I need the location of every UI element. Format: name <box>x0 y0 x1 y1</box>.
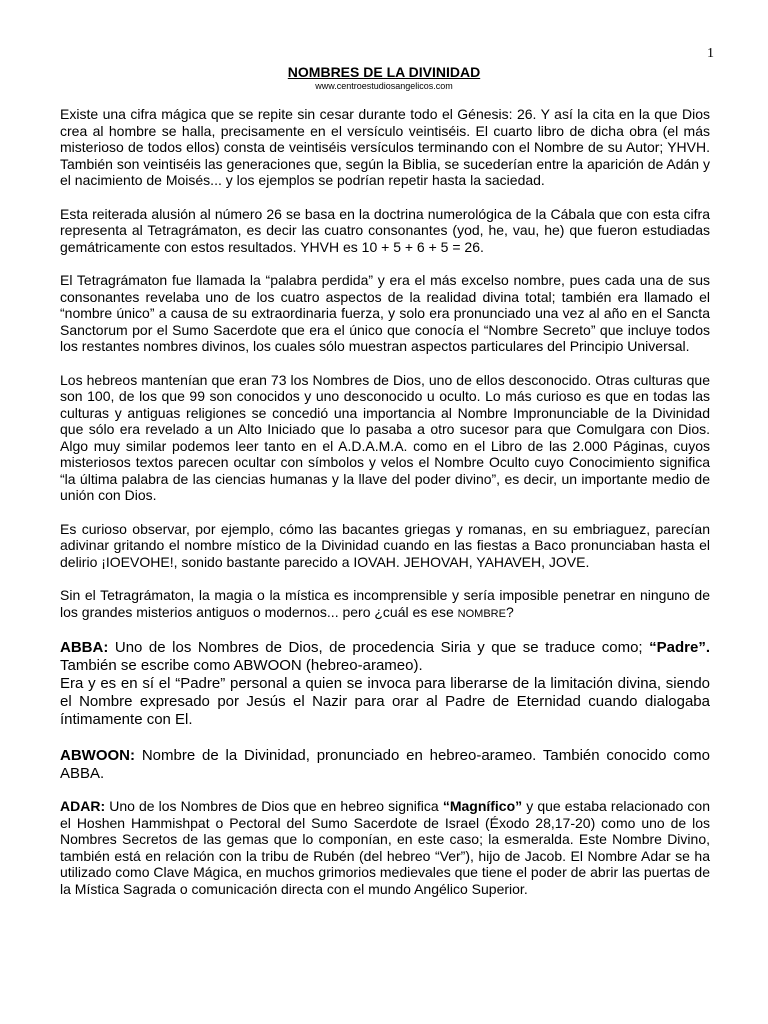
entry-abba-emph: “Padre”. <box>649 639 710 656</box>
entry-adar-term: ADAR: <box>60 798 106 814</box>
paragraph-intro: Existe una cifra mágica que se repite sin cesar durante todo el Génesis: 26. Y así la cita en la que Dios crea al hombre se halla, precisamente en el versículo veintiséis. El cuarto libro de dicha obra (el más misterioso de todos ellos) consta de veintiséis versículos terminando con el Nombre de su Autor; YHVH. También son veintiséis las generaciones que, según la Biblia, se sucederían entre la aparición de Adán y el nacimiento de Moisés... y los ejemplos se podrían repetir hasta la saciedad. <box>60 106 710 188</box>
website-url: www.centroestudiosangelicos.com <box>315 81 453 91</box>
entry-adar-text1: Uno de los Nombres de Dios que en hebreo significa <box>105 798 443 814</box>
document-body <box>60 106 710 897</box>
question-text: Sin el Tetragrámaton, la magia o la mística es incomprensible y sería imposible penetrar en ninguno de los grandes misterios antiguos o modernos... pero ¿cuál es ese <box>60 587 710 620</box>
paragraph-hebrew-names: Los hebreos mantenían que eran 73 los Nombres de Dios, uno de ellos desconocido. Otras culturas que son 100, de los que 99 son conocidos y uno desconocido u oculto. Lo más curioso es que en todas las culturas y antiguas religiones se concedió una importancia al Nombre Impronunciable de la Divinidad que sólo era revelado a un Alto Iniciado que lo pasaba a otro sucesor para que Comulgara con Dios. Algo muy similar podemos leer tanto en el A.D.A.M.A. como en el Libro de las 2.000 Páginas, cuyos misteriosos textos parecen ocultar con símbolos y velos el Nombre Oculto cuyo Conocimiento significa “la última palabra de las ciencias humanas y la llave del poder divino”, es decir, un importante medio de unión con Dios. <box>60 371 710 503</box>
entry-abwoon-text: Nombre de la Divinidad, pronunciado en hebreo-arameo. También conocido como ABBA. <box>60 747 710 782</box>
entry-abba <box>60 639 710 675</box>
entry-adar-emph: “Magnífico” <box>442 798 523 814</box>
document-header <box>0 64 768 91</box>
question-smallcaps: NOMBRE <box>457 607 506 620</box>
entry-abwoon <box>60 747 710 783</box>
document-title: NOMBRES DE LA DIVINIDAD <box>287 64 481 80</box>
entry-abwoon-term: ABWOON: <box>60 747 135 764</box>
paragraph-question <box>60 587 710 622</box>
entry-abba-text1: Uno de los Nombres de Dios, de procedencia Siria y que se traduce como; <box>108 639 650 656</box>
entry-abba-term: ABBA: <box>60 639 109 656</box>
entry-abba-desc: Era y es en sí el “Padre” personal a quien se invoca para liberarse de la limitación divina, siendo el Nombre expresado por Jesús el Nazir para orar al Padre de Eternidad cuando dialogaba íntimamente con El. <box>60 675 710 728</box>
entry-abba-text2: También se escribe como ABWOON (hebreo-arameo). <box>60 657 423 674</box>
entry-adar-text2: y que estaba relacionado con el Hoshen Hammishpat o Pectoral del Sumo Sacerdote de Israel (Éxodo 28,17-20) como uno de los Nombres Secretos de las gemas que lo componían, en este caso; la esmeralda. Este Nombre Divino, también está en relación con la tribu de Rubén (del hebreo “Ver”), hijo de Jacob. El Nombre Adar se ha utilizado como Clave Mágica, en muchos grimorios medievales que tiene el poder de abrir las puertas de la Mística Sagrada o comunicación directa con el mundo Angélico Superior. <box>60 798 710 897</box>
paragraph-tetragrammaton: El Tetragrámaton fue llamada la “palabra perdida” y era el más excelso nombre, pues cada una de sus consonantes revelaba uno de los cuatro aspectos de la realidad divina total; también era llamado el “nombre único” a causa de su extraordinaria fuerza, y solo era pronunciado una vez al año en el Sancta Sanctorum por el Sumo Sacerdote que era el único que conocía el “Nombre Secreto” que incluye todos los restantes nombres divinos, los cuales sólo muestran aspectos particulares del Principio Universal. <box>60 272 710 354</box>
paragraph-bacchantes: Es curioso observar, por ejemplo, cómo las bacantes griegas y romanas, en su embriaguez, parecían adivinar gritando el nombre místico de la Divinidad cuando en las fiestas a Baco pronunciaban hasta el delirio ¡IOEVOHE!, sonido bastante parecido a IOVAH. JEHOVAH, YAHAVEH, JOVE. <box>60 520 710 570</box>
question-end: ? <box>505 603 514 620</box>
paragraph-cabala: Esta reiterada alusión al número 26 se basa en la doctrina numerológica de la Cábala que con esta cifra representa al Tetragrámaton, es decir las cuatro consonantes (yod, he, vau, he) que fueron estudiadas gemátricamente con estos resultados. YHVH es 10 + 5 + 6 + 5 = 26. <box>60 205 710 255</box>
entry-adar <box>60 798 710 897</box>
page-number: 1 <box>707 46 714 61</box>
